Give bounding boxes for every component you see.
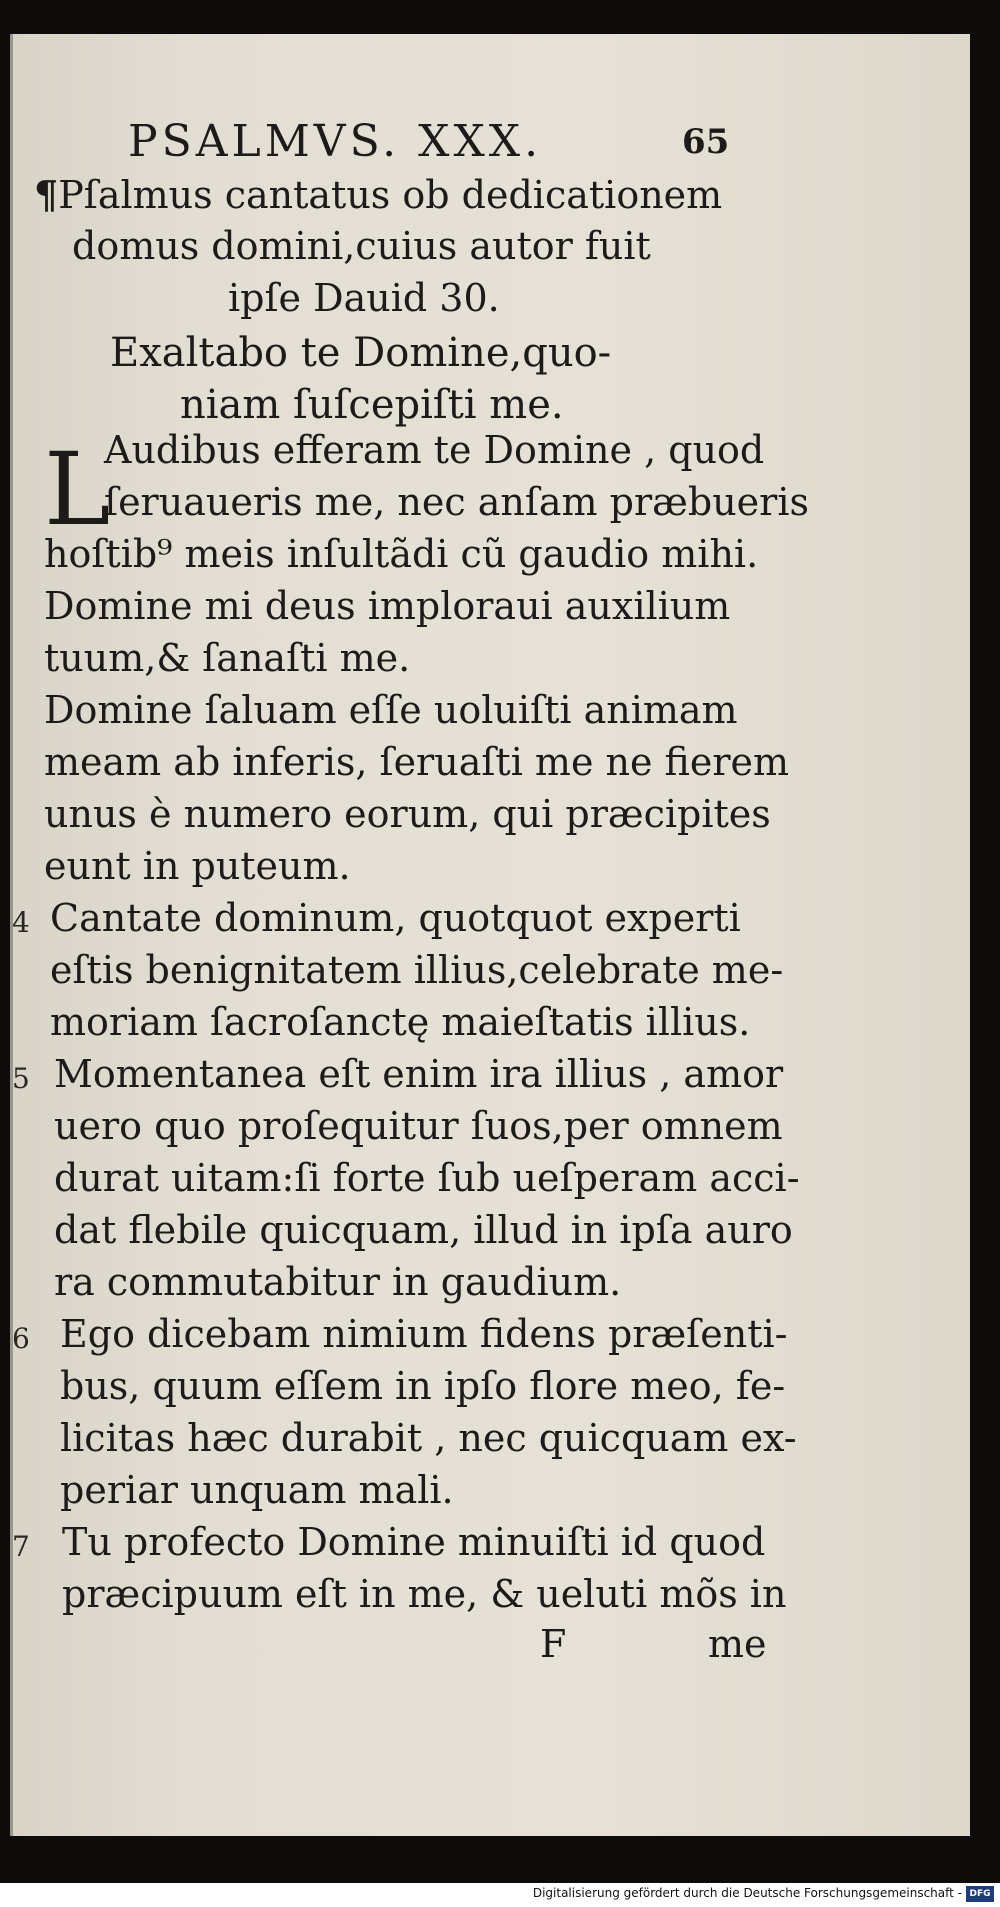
body-line-23: præcipuum eſt in me, & ueluti mõs in <box>62 1572 787 1616</box>
catchword: me <box>708 1622 767 1666</box>
drop-cap: L <box>44 431 111 548</box>
body-line-3: hoſtib⁹ meis inſultãdi cũ gaudio mihi. <box>44 532 759 576</box>
body-line-17: ra commutabitur in gaudium. <box>54 1260 622 1304</box>
title-line-1 <box>34 172 722 217</box>
body-line-21: periar unquam mali. <box>60 1468 454 1512</box>
verse-number: 7 <box>12 1530 30 1563</box>
dfg-logo: DFG <box>966 1886 994 1902</box>
body-line-13: Momentanea eſt enim ira illius , amor <box>54 1052 784 1096</box>
body-line-8: unus è numero eorum, qui præcipites <box>44 792 771 836</box>
body-line-1: Audibus efferam te Domine , quod <box>104 428 765 472</box>
signature-mark: F <box>540 1622 567 1666</box>
body-line-2: ſeruaueris me, nec anſam præbueris <box>104 480 809 524</box>
credit-bar <box>0 1883 1000 1907</box>
body-line-5: tuum,& ſanaſti me. <box>44 636 411 680</box>
body-line-9: eunt in puteum. <box>44 844 351 888</box>
body-line-22: Tu profecto Domine minuiſti id quod <box>62 1520 766 1564</box>
running-head: PSALMVS. XXX. <box>128 116 543 167</box>
verse-number: 4 <box>12 906 30 939</box>
body-line-10: Cantate dominum, quotquot experti <box>50 896 741 940</box>
body-line-15: durat uitam:ſi forte ſub ueſperam acci- <box>54 1156 800 1200</box>
incipit-line-1: Exaltabo te Domine,quo- <box>110 330 612 376</box>
body-line-7: meam ab inferis, ſeruaſti me ne fierem <box>44 740 790 784</box>
body-line-20: licitas hæc durabit , nec quicquam ex- <box>60 1416 797 1460</box>
folio-number: 65 <box>682 122 730 162</box>
body-line-12: moriam ſacroſanctę maieſtatis illius. <box>50 1000 751 1044</box>
body-line-6: Domine ſaluam eſſe uoluiſti animam <box>44 688 738 732</box>
pilcrow-mark: ¶ <box>34 172 59 217</box>
verse-number: 5 <box>12 1062 30 1095</box>
body-line-16: dat flebile quicquam, illud in ipſa auro <box>54 1208 793 1252</box>
title-line-2: domus domini,cuius autor fuit <box>72 224 651 268</box>
verse-number: 6 <box>12 1322 30 1355</box>
body-line-4: Domine mi deus imploraui auxilium <box>44 584 731 628</box>
title-line-3: ipſe Dauid 30. <box>228 276 500 320</box>
body-line-11: eſtis benignitatem illius,celebrate me- <box>50 948 784 992</box>
incipit-line-2: niam ſuſcepiſti me. <box>180 382 564 428</box>
body-line-19: bus, quum eſſem in ipſo flore meo, fe- <box>60 1364 786 1408</box>
title-line-1-text: Pſalmus cantatus ob dedicationem <box>58 173 723 217</box>
credit-text: Digitalisierung gefördert durch die Deutsche Forschungsgemeinschaft - <box>532 1886 962 1900</box>
body-line-14: uero quo proſequitur ſuos,per omnem <box>54 1104 783 1148</box>
body-line-18: Ego dicebam nimium fidens præſenti- <box>60 1312 788 1356</box>
